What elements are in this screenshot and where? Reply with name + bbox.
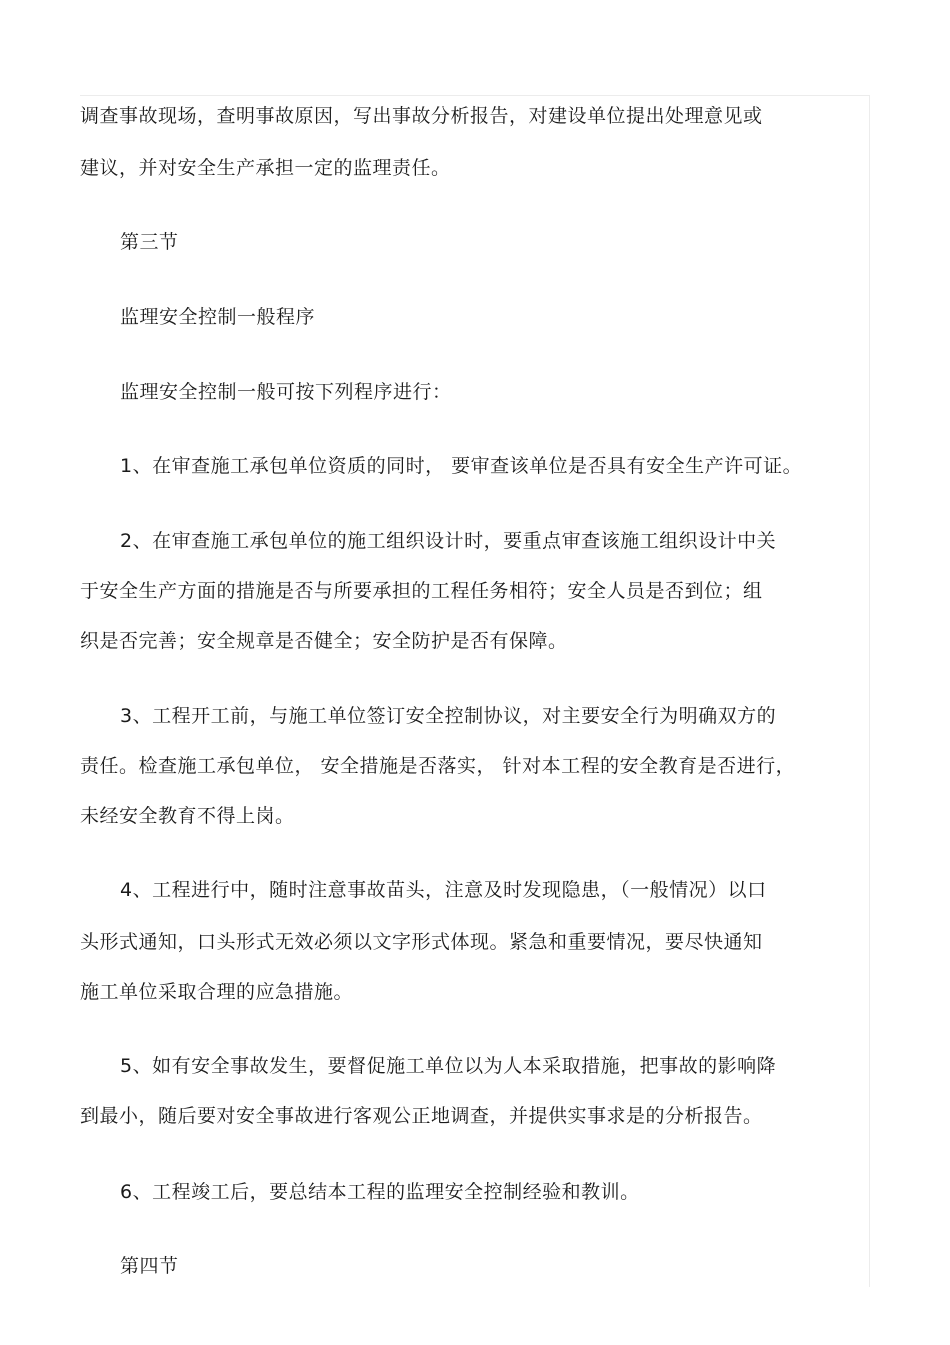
text-line: 监理安全控制一般可按下列程序进行： xyxy=(120,381,452,403)
list-item-4: 4、工程进行中，随时注意事故苗头，注意及时发现隐患，（一般情况）以口 xyxy=(120,879,767,901)
text-line: 责任。检查施工承包单位， 安全措施是否落实， 针对本工程的安全教育是否进行， xyxy=(80,755,796,777)
text-line: 建议，并对安全生产承担一定的监理责任。 xyxy=(80,157,451,179)
list-item-5: 5、如有安全事故发生，要督促施工单位以为人本采取措施，把事故的影响降 xyxy=(120,1055,777,1077)
text-line: 到最小，随后要对安全事故进行客观公正地调查，并提供实事求是的分析报告。 xyxy=(80,1105,763,1127)
section-heading: 第三节 xyxy=(120,231,179,253)
page-top-border xyxy=(80,95,870,96)
page-right-border xyxy=(869,95,870,1287)
list-item-1: 1、在审查施工承包单位资质的同时， 要审查该单位是否具有安全生产许可证。 xyxy=(120,455,803,477)
list-item-2: 2、在审查施工承包单位的施工组织设计时，要重点审查该施工组织设计中关 xyxy=(120,530,777,552)
list-item-3: 3、工程开工前，与施工单位签订安全控制协议，对主要安全行为明确双方的 xyxy=(120,705,777,727)
text-line: 于安全生产方面的措施是否与所要承担的工程任务相符；安全人员是否到位；组 xyxy=(80,580,763,602)
text-line: 调查事故现场，查明事故原因，写出事故分析报告，对建设单位提出处理意见或 xyxy=(80,105,763,127)
section-heading: 第四节 xyxy=(120,1255,179,1277)
text-line: 织是否完善；安全规章是否健全；安全防护是否有保障。 xyxy=(80,630,568,652)
list-item-6: 6、工程竣工后，要总结本工程的监理安全控制经验和教训。 xyxy=(120,1181,640,1203)
section-title: 监理安全控制一般程序 xyxy=(120,306,316,328)
text-line: 未经安全教育不得上岗。 xyxy=(80,805,295,827)
text-line: 施工单位采取合理的应急措施。 xyxy=(80,981,354,1003)
text-line: 头形式通知，口头形式无效必须以文字形式体现。紧急和重要情况，要尽快通知 xyxy=(80,931,763,953)
